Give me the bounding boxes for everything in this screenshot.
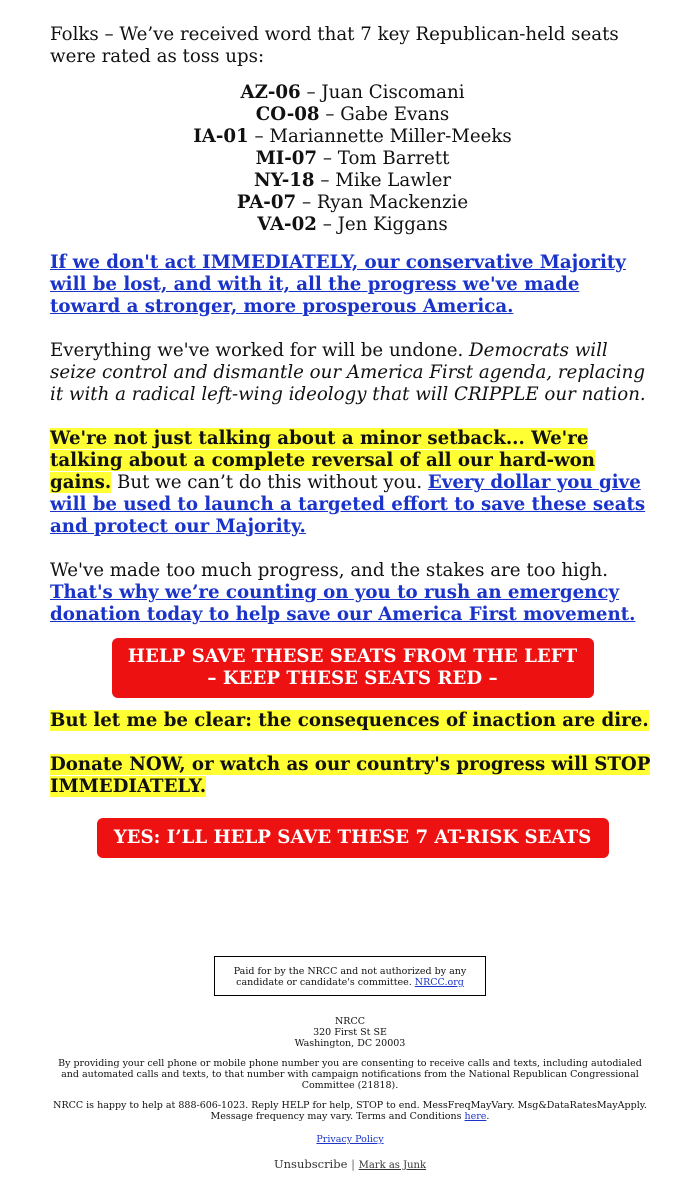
seat-list	[50, 82, 655, 236]
seat-item	[50, 148, 655, 170]
address-line: Washington, DC 20003	[294, 1038, 406, 1049]
seat-sep: –	[300, 82, 322, 103]
undone-italic-text: Democrats will seize control and dismantle our America First agenda, replacing it with a radical left-wing ideology that will CRIPPLE our nation.	[50, 340, 646, 405]
seat-sep: –	[314, 170, 336, 191]
emergency-donation-link[interactable]: That's why we’re counting on you to rush an emergency donation today to help save our America First movement.	[50, 582, 636, 625]
warning-text-1: But let me be clear: the consequences of inaction are dire.	[50, 710, 649, 731]
seat-code: AZ-06	[240, 82, 301, 103]
seat-sep: –	[316, 214, 338, 235]
seat-sep: –	[248, 126, 270, 147]
address-block	[50, 1016, 650, 1049]
seat-name: Mike Lawler	[335, 170, 452, 191]
seat-sep: –	[317, 148, 338, 169]
seat-item	[50, 126, 655, 148]
setback-text: But we can’t do this without you.	[111, 472, 428, 493]
act-immediately-link[interactable]: If we don't act IMMEDIATELY, our conservative Majority will be lost, and with it, all the progress we've made toward a stronger, more prosperous America.	[50, 252, 626, 317]
warning-text-2: Donate NOW, or watch as our country's progress will STOP IMMEDIATELY.	[50, 754, 651, 797]
footer	[50, 956, 650, 1173]
unsubscribe-link[interactable]: Unsubscribe	[273, 1157, 348, 1171]
help-text-block	[50, 1100, 650, 1122]
email-body	[50, 24, 655, 858]
paid-for-text: Paid for by the NRCC and not authorized by any candidate or candidate's committee.	[233, 966, 467, 988]
address-line: NRCC	[334, 1016, 365, 1027]
help-text-end: .	[486, 1111, 490, 1122]
save-seats-button-line2: – KEEP THESE SEATS RED –	[207, 668, 498, 689]
privacy-policy-link[interactable]: Privacy Policy	[316, 1134, 384, 1145]
setback-highlight-text: We're not just talking about a minor setback... We're talking about a complete reversal of all our hard-won gains.	[50, 428, 596, 493]
every-dollar-link[interactable]: Every dollar you give will be used to launch a targeted effort to save these seats and protect our Majority.	[50, 472, 646, 537]
seat-code: CO-08	[255, 104, 320, 125]
yes-help-button[interactable]: YES: I’LL HELP SAVE THESE 7 AT-RISK SEATS	[97, 818, 609, 858]
progress-text: We've made too much progress, and the stakes are too high.	[50, 560, 608, 581]
mark-as-junk-link[interactable]: Mark as Junk	[358, 1160, 427, 1171]
unsubscribe-block	[50, 1157, 650, 1173]
terms-link[interactable]: here	[464, 1111, 487, 1122]
seat-code: PA-07	[236, 192, 297, 213]
seat-item	[50, 170, 655, 192]
seat-item	[50, 214, 655, 236]
paid-for-box	[214, 956, 486, 996]
seat-item	[50, 104, 655, 126]
seat-code: IA-01	[193, 126, 249, 147]
consent-text: By providing your cell phone or mobile phone number you are consenting to receive calls and texts, including autodialed and automated calls and texts, to that number with campaign notifications from the National Republican Congressional Committee (21818).	[58, 1058, 642, 1091]
setback-paragraph	[50, 428, 655, 538]
unsubscribe-divider: |	[351, 1157, 355, 1171]
seat-item	[50, 192, 655, 214]
seat-name: Juan Ciscomani	[321, 82, 465, 103]
undone-paragraph	[50, 340, 655, 406]
seat-code: NY-18	[253, 170, 315, 191]
seat-name: Ryan Mackenzie	[316, 192, 469, 213]
privacy-block	[50, 1134, 650, 1145]
seat-sep: –	[296, 192, 317, 213]
seat-name: Jen Kiggans	[337, 214, 448, 235]
intro-text: Folks – We’ve received word that 7 key Republican-held seats were rated as toss ups:	[50, 24, 619, 67]
progress-paragraph	[50, 560, 655, 626]
immediately-paragraph	[50, 252, 655, 318]
seat-name: Gabe Evans	[340, 104, 450, 125]
help-text: NRCC is happy to help at 888-606-1023. Reply HELP for help, STOP to end. MessFreqMayVary. Msg&DataRatesMayApply. Message frequency may vary. Terms and Conditions	[53, 1100, 647, 1122]
warning-paragraph-2	[50, 754, 655, 798]
seat-name: Tom Barrett	[337, 148, 450, 169]
nrcc-org-link[interactable]: NRCC.org	[414, 977, 464, 988]
undone-text: Everything we've worked for will be undone.	[50, 340, 470, 361]
seat-code: MI-07	[255, 148, 318, 169]
save-seats-button[interactable]	[112, 638, 594, 698]
save-seats-button-line1: HELP SAVE THESE SEATS FROM THE LEFT	[127, 646, 578, 667]
address-line: 320 First St SE	[313, 1027, 387, 1038]
seat-item	[50, 82, 655, 104]
seat-code: VA-02	[257, 214, 317, 235]
seat-sep: –	[319, 104, 341, 125]
warning-paragraph-1	[50, 710, 655, 732]
seat-name: Mariannette Miller-Meeks	[269, 126, 512, 147]
